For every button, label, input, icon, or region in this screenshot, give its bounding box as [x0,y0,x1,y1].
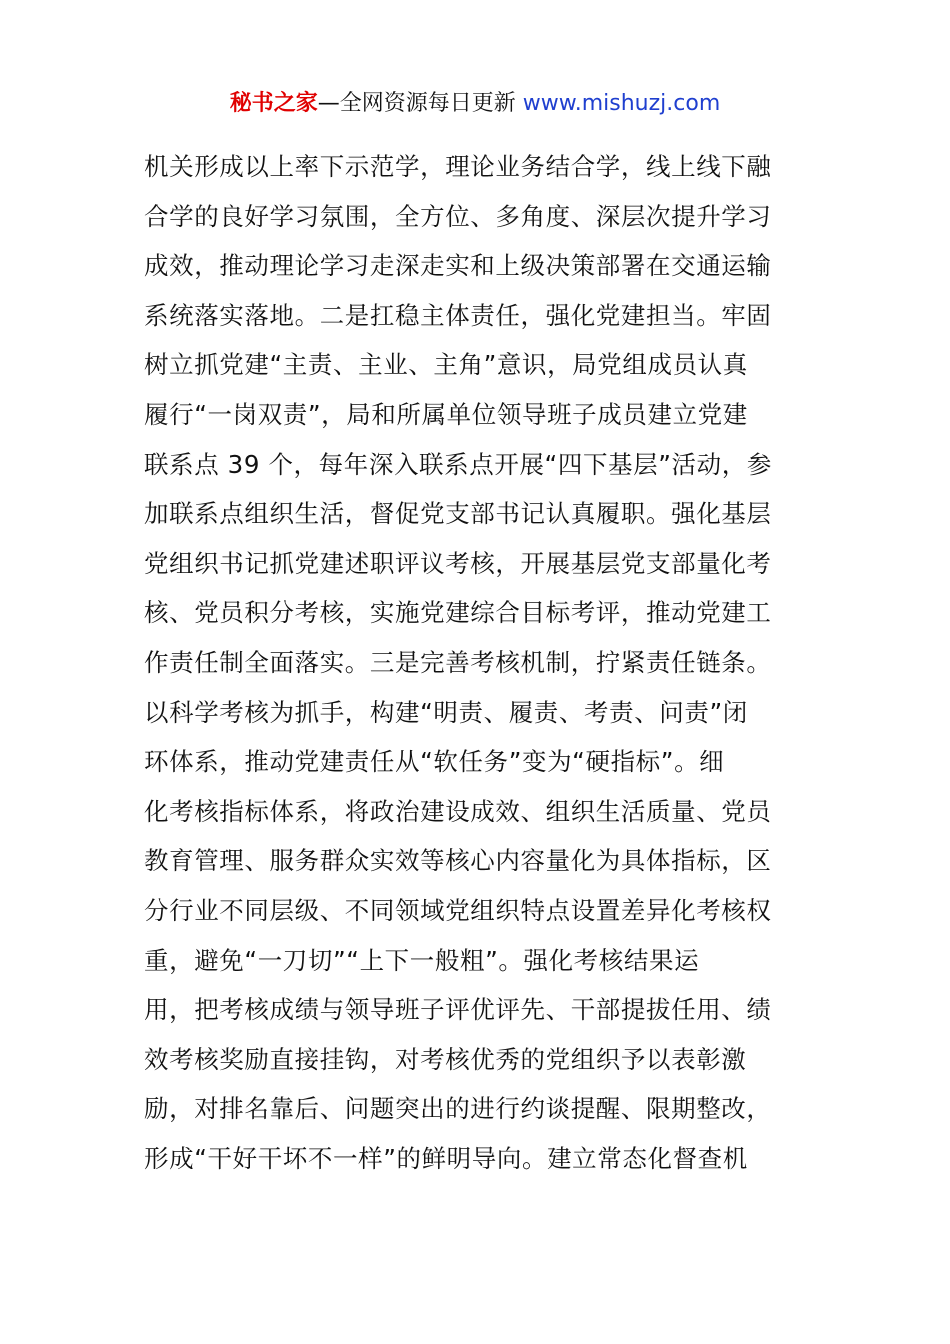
text-line: 教育管理、服务群众实效等核心内容量化为具体指标，区 [144,846,772,876]
header-slogan: —全网资源每日更新 [317,91,523,116]
website-link[interactable]: www.mishuzj.com [522,91,721,116]
text-line: 以科学考核为抓手，构建“明责、履责、考责、问责”闭 [144,697,748,727]
text-line: 联系点 39 个，每年深入联系点开展“四下基层”活动，参 [144,449,772,479]
text-line: 化考核指标体系，将政治建设成效、组织生活质量、党员 [144,796,772,826]
text-line: 环体系，推动党建责任从“软任务”变为“硬指标”。细 [144,747,725,777]
document-body [144,146,808,1187]
text-line: 党组织书记抓党建述职评议考核，开展基层党支部量化考 [144,548,772,578]
text-line: 树立抓党建“主责、主业、主角”意识，局党组成员认真 [144,350,748,380]
brand-name: 秘书之家 [229,91,318,116]
text-line: 用，把考核成绩与领导班子评优评先、干部提拔任用、绩 [144,995,772,1025]
text-line: 作责任制全面落实。三是完善考核机制，拧紧责任链条。 [144,647,772,677]
text-line: 成效，推动理论学习走深走实和上级决策部署在交通运输 [144,251,772,281]
page-header [0,88,950,120]
text-line: 机关形成以上率下示范学，理论业务结合学，线上线下融 [144,152,772,181]
text-line: 合学的良好学习氛围，全方位、多角度、深层次提升学习 [144,201,772,231]
text-line: 分行业不同层级、不同领域党组织特点设置差异化考核权 [144,895,772,925]
text-line: 效考核奖励直接挂钩，对考核优秀的党组织予以表彰激 [144,1044,747,1074]
text-line: 系统落实落地。二是扛稳主体责任，强化党建担当。牢固 [144,300,772,330]
text-line: 励，对排名靠后、问题突出的进行约谈提醒、限期整改， [144,1094,772,1124]
text-line: 加联系点组织生活，督促党支部书记认真履职。强化基层 [144,499,772,529]
text-line: 履行“一岗双责”，局和所属单位领导班子成员建立党建 [144,399,748,429]
text-line: 形成“干好干坏不一样”的鲜明导向。建立常态化督查机 [144,1143,748,1173]
text-line: 重，避免“一刀切”“上下一般粗”。强化考核结果运 [144,945,700,975]
text-line: 核、党员积分考核，实施党建综合目标考评，推动党建工 [144,598,772,628]
